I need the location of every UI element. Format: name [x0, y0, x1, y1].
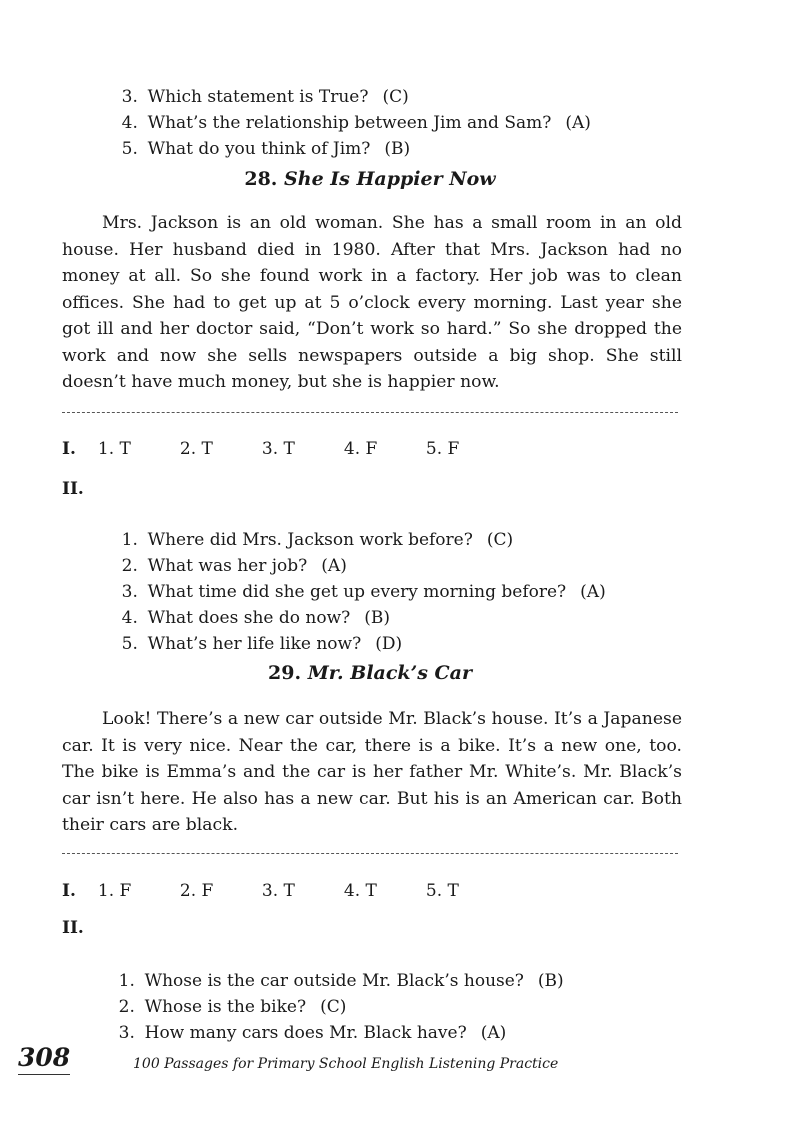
- question-text: What time did she get up every morning before?: [147, 582, 567, 602]
- question-text: Where did Mrs. Jackson work before?: [147, 530, 473, 550]
- answer-item: 2. T: [179, 439, 213, 459]
- answer-item: 4. F: [343, 439, 378, 459]
- question-text: Which statement is True?: [147, 87, 369, 107]
- question-text: Whose is the bike?: [144, 997, 307, 1017]
- section-label: I.: [62, 881, 76, 901]
- section-label: I.: [62, 439, 76, 459]
- book-title: 100 Passages for Primary School English Listening Practice: [133, 1056, 559, 1072]
- passage-title: [0, 662, 740, 684]
- question-answer: (D): [375, 634, 403, 654]
- answer-item: 5. T: [425, 881, 459, 901]
- passage-number: 28.: [244, 168, 278, 190]
- question-number: 2.: [118, 997, 135, 1017]
- question-text: What was her job?: [147, 556, 308, 576]
- question-number: 4.: [121, 113, 138, 133]
- question-number: 1.: [118, 971, 135, 991]
- question-number: 3.: [121, 582, 138, 602]
- question-text: What does she do now?: [147, 608, 351, 628]
- passage-number: 29.: [268, 662, 302, 684]
- question-text: Whose is the car outside Mr. Black’s house?: [144, 971, 524, 991]
- question-answer: (C): [320, 997, 347, 1017]
- question-answer: (A): [580, 582, 606, 602]
- question-answer: (C): [486, 530, 514, 550]
- question-number: 5.: [121, 139, 138, 159]
- question-number: 3.: [121, 87, 138, 107]
- question-number: 4.: [121, 608, 138, 628]
- answer-item: 3. T: [261, 881, 295, 901]
- section-label: II.: [62, 918, 84, 938]
- answer-item: 5. F: [425, 439, 460, 459]
- question-answer: (B): [384, 139, 411, 159]
- question-answer: (B): [364, 608, 390, 628]
- question-text: What do you think of Jim?: [147, 139, 371, 159]
- answer-item: 2. F: [179, 881, 214, 901]
- question-answer: (B): [537, 971, 564, 991]
- answer-item: 1. T: [97, 439, 131, 459]
- divider: [62, 853, 678, 854]
- question-number: 5.: [121, 634, 138, 654]
- true-false-answers: [62, 436, 508, 462]
- question-answer: (A): [321, 556, 347, 576]
- question-number: 1.: [121, 530, 138, 550]
- passage-title: [0, 168, 740, 190]
- question-text: How many cars does Mr. Black have?: [144, 1023, 467, 1043]
- question-answer: (A): [565, 113, 591, 133]
- true-false-answers: [62, 878, 508, 904]
- question-answer: (A): [480, 1023, 507, 1043]
- question-text: What’s her life like now?: [147, 634, 362, 654]
- section-label: II.: [62, 479, 84, 499]
- answer-item: 1. F: [97, 881, 132, 901]
- answer-item: 3. T: [261, 439, 295, 459]
- passage-text: Look! There’s a new car outside Mr. Black’s house. It’s a Japanese car. It is very nice. Near the car, there is a bike. It’s a new one, too. The bike is Emma’s and the car is her father Mr. White’s. Mr. Black’s car isn’t here. He also has a new car. But his is an American car. Both their cars are black.: [62, 709, 682, 835]
- divider: [62, 412, 678, 413]
- question-number: 2.: [121, 556, 138, 576]
- question-number: 3.: [118, 1023, 135, 1043]
- question-text: What’s the relationship between Jim and Sam?: [147, 113, 552, 133]
- page-number: 308: [18, 1043, 70, 1075]
- answer-item: 4. T: [343, 881, 377, 901]
- passage-text: Mrs. Jackson is an old woman. She has a small room in an old house. Her husband died in 1980. After that Mrs. Jackson had no money at all. So she found work in a factory. Her job was to clean offices. She had to get up at 5 o’clock every morning. Last year she got ill and her doctor said, “Don’t work so hard.” So she dropped the work and now she sells newspapers outside a big shop. She still doesn’t have much money, but she is happier now.: [62, 213, 682, 392]
- passage-title-text: Mr. Black’s Car: [307, 662, 472, 684]
- question-answer: (C): [382, 87, 409, 107]
- passage-title-text: She Is Happier Now: [284, 168, 496, 190]
